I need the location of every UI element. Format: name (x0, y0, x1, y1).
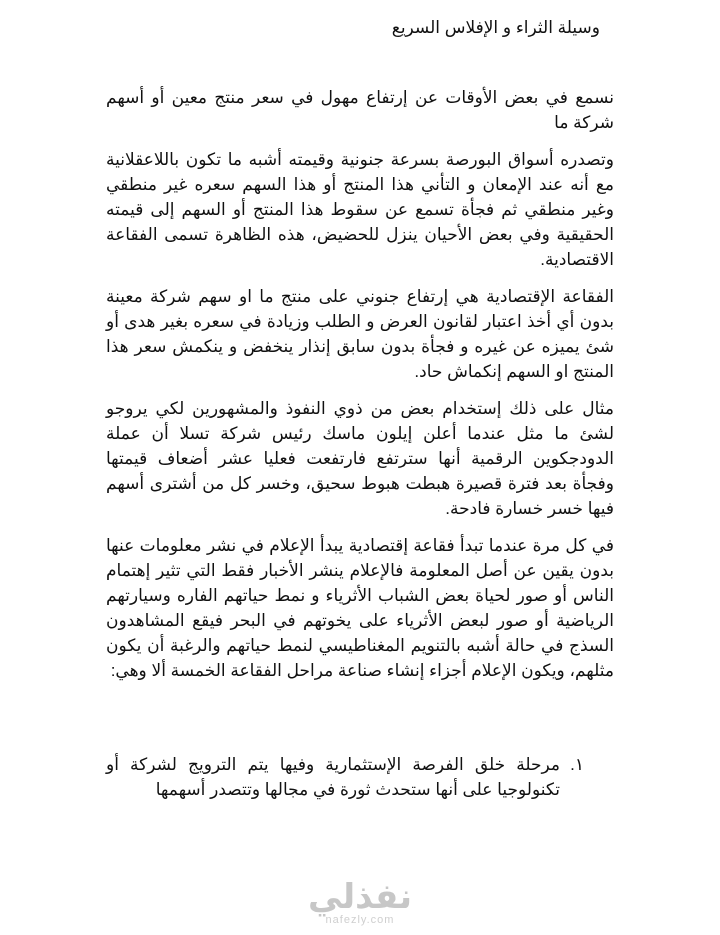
paragraph: مثال على ذلك إستخدام بعض من ذوي النفوذ والمشهورين لكي يروجو لشئ ما مثل عندما أعلن إيلون ماسك رئيس شركة تسلا أن عملة الدودجكوين الرقمية أنها سترتفع فارتفعت فعليا عشر أضعاف قيمتها وفجأة بعد فترة قصيرة هبطت هبوط سحيق، وخسر كل من أشترى أسهم فيها خسر خسارة فادحة. (106, 399, 614, 518)
watermark-logo-text: نفذلي (307, 877, 413, 917)
document-body (106, 85, 614, 695)
paragraph: وتصدره أسواق البورصة بسرعة جنونية وقيمته أشبه ما تكون باللاعقلانية مع أنه عند الإمعان و التأني هذا المنتج أو هذا السهم سعره غير منطقي وغير منطقي ثم فجأة تسمع عن سقوط هذا المنتج أو السهم إلى قيمته الحقيقية وفي بعض الأحيان ينزل للحضيض، هذه الظاهرة تسمى الفقاعة الاقتصادية. (106, 150, 614, 269)
paragraph: في كل مرة عندما تبدأ فقاعة إقتصادية يبدأ الإعلام في نشر معلومات عنها بدون يقين عن أصل المعلومة فالإعلام ينشر الأخبار فقط التي تثير إهتمام الناس أو صور لحياة بعض الشباب الأثرياء و نمط حياتهم الفاره وسيارتهم الرياضية أو صور لبعض الأثرياء على يخوتهم في البحر فيقع المشاهدون السذج في حالة أشبه بالتنويم المغناطيسي لنمط حياتهم والرغبة أن يكون مثلهم، ويكون الإعلام أجزاء إنشاء صناعة مراحل الفقاعة الخمسة ألا وهي: (106, 536, 614, 680)
paragraph: الفقاعة الإقتصادية هي إرتفاع جنوني على منتج ما او سهم شركة معينة بدون أي أخذ اعتبار لقانون العرض و الطلب وزيادة في سعره بغير هدى أو شئ يميزه عن غيره و فجأة بدون سابق إنذار ينخفض و ينكمش سعر هذا المنتج او السهم إنكماش حاد. (106, 287, 614, 381)
numbered-list (106, 752, 614, 802)
watermark-logo (307, 877, 413, 926)
paragraph: نسمع في بعض الأوقات عن إرتفاع مهول في سعر منتج معين أو أسهم شركة ما (106, 88, 614, 132)
document-title: وسيلة الثراء و الإفلاس السريع (391, 18, 600, 37)
list-item-text: مرحلة خلق الفرصة الإستثمارية وفيها يتم الترويج لشركة أو تكنولوجيا على أنها ستحدث ثورة في مجالها وتتصدر أسهمها (106, 755, 560, 799)
watermark-url: nafezly.com (325, 914, 395, 926)
list-item (106, 752, 614, 802)
list-item-number: ١. (570, 755, 584, 774)
